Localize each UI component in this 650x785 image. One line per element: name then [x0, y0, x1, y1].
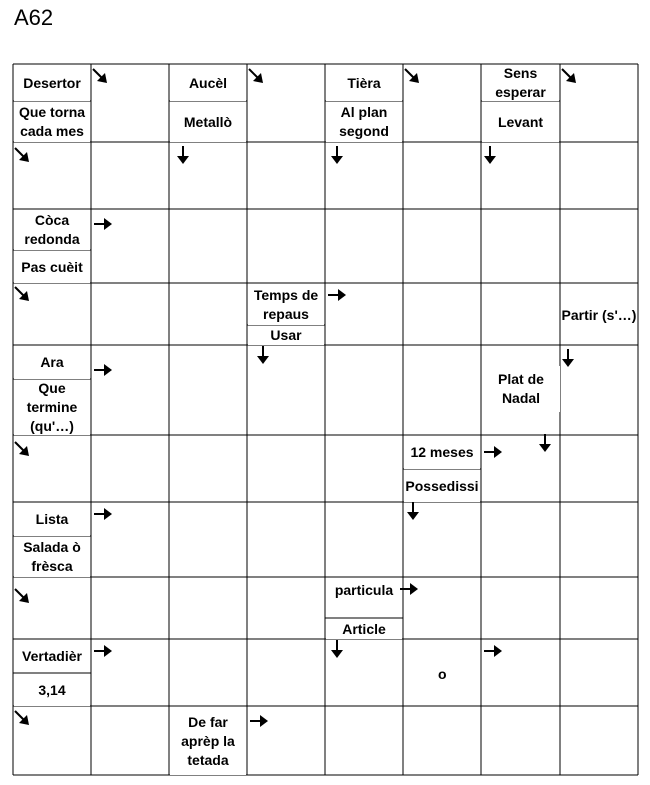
arrow-diagonal-down-right-icon	[12, 586, 34, 608]
arrow-diagonal-down-right-icon	[12, 145, 34, 167]
clue-usar: Usar	[248, 326, 324, 345]
arrow-diagonal-down-right-icon	[12, 439, 34, 461]
clue-lista: Lista	[14, 503, 90, 536]
arrow-diagonal-down-right-icon	[12, 284, 34, 306]
arrow-right-icon	[482, 441, 504, 463]
arrow-right-icon	[92, 640, 114, 662]
clue-partir: Partir (s'…)	[561, 290, 637, 340]
clue-sens-esperar: Sens esperar	[482, 65, 559, 101]
arrow-right-icon	[326, 284, 348, 306]
clue-aucel: Aucèl	[170, 65, 246, 101]
clue-metallo: Metallò	[170, 102, 246, 142]
clue-possedissi: Possedissi	[404, 470, 480, 502]
arrow-down-icon	[326, 638, 348, 660]
arrow-right-icon	[248, 710, 270, 732]
arrow-down-icon	[479, 144, 501, 166]
clue-temps-de-repaus: Temps de repaus	[248, 284, 324, 325]
grid-letter-o: o	[438, 666, 447, 682]
arrow-diagonal-down-right-icon	[12, 708, 34, 730]
clue-plat-de-nadal: Plat de Nadal	[482, 366, 560, 412]
clue-pi: 3,14	[14, 674, 90, 706]
arrow-down-icon	[402, 500, 424, 522]
clue-que-torna: Que torna cada mes	[14, 102, 90, 142]
arrow-diagonal-down-right-icon	[90, 66, 112, 88]
clue-levant: Levant	[482, 102, 559, 142]
arrow-right-icon	[398, 578, 420, 600]
clue-que-termine: Que termine (qu'…)	[14, 380, 90, 435]
arrow-right-icon	[92, 359, 114, 381]
clue-ara: Ara	[14, 346, 90, 379]
clue-vertadier: Vertadièr	[22, 648, 82, 664]
arrow-right-icon	[92, 213, 114, 235]
arrow-down-icon	[534, 432, 556, 454]
arrow-right-icon	[92, 503, 114, 525]
clue-coca: Còca redonda	[14, 210, 90, 250]
arrow-down-icon	[252, 344, 274, 366]
clue-de-far: De far aprèp la tetada	[170, 707, 246, 775]
arrow-down-icon	[172, 144, 194, 166]
arrow-down-icon	[557, 347, 579, 369]
clue-pas-cueit: Pas cuèit	[14, 251, 90, 283]
clue-particula: particula	[334, 581, 394, 598]
clue-article: Article	[326, 619, 402, 639]
clue-desertor: Desertor	[14, 65, 90, 101]
clue-12-meses: 12 meses	[404, 436, 480, 469]
arrow-down-icon	[326, 144, 348, 166]
puzzle-title: A62	[14, 5, 54, 30]
clue-tiera: Tièra	[326, 65, 402, 101]
arrow-diagonal-down-right-icon	[246, 66, 268, 88]
clue-al-plan: Al plan segond	[326, 102, 402, 142]
clue-salada: Salada ò frèsca	[14, 537, 90, 577]
arrow-diagonal-down-right-icon	[559, 66, 581, 88]
arrow-diagonal-down-right-icon	[402, 66, 424, 88]
arrow-right-icon	[482, 640, 504, 662]
